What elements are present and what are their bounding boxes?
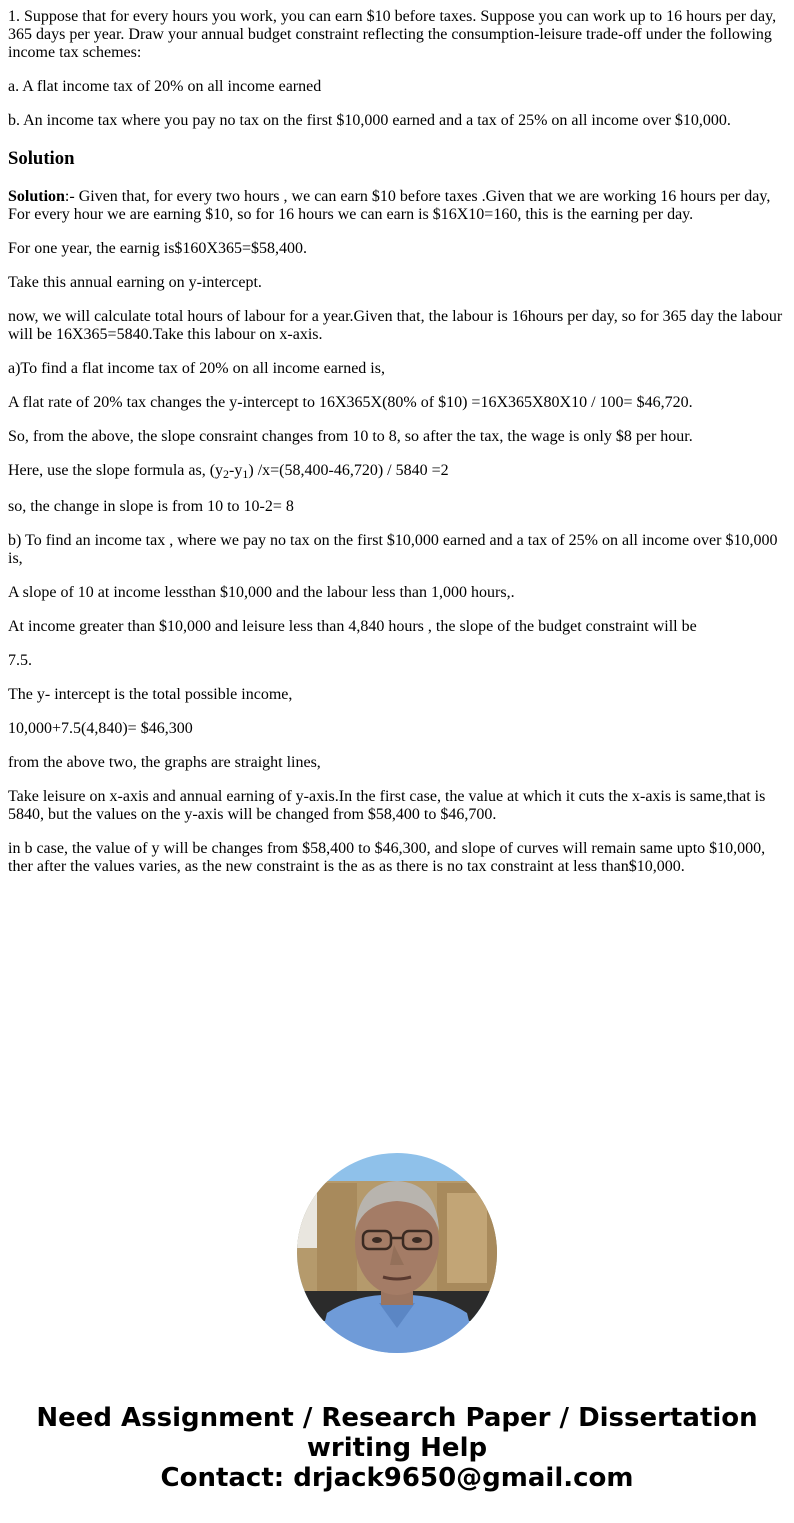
avatar (297, 1153, 497, 1353)
question-section (8, 8, 786, 130)
part-a-slope-change: So, from the above, the slope consraint changes from 10 to 8, so after the tax, the wage is only $8 per hour. (8, 428, 693, 445)
part-b-greater: At income greater than $10,000 and leisure less than 4,840 hours , the slope of the budget constraint will be (8, 618, 697, 635)
promo-contact: Contact: drjack9650@gmail.com (160, 1463, 634, 1493)
part-b-slope-10: A slope of 10 at income lessthan $10,000 and the labour less than 1,000 hours,. (8, 584, 515, 601)
solution-y-intercept: Take this annual earning on y-intercept. (8, 274, 262, 291)
part-b-case: in b case, the value of y will be changes from $58,400 to $46,300, and slope of curves will remain same upto $10,000, ther after the values varies, as the new constraint is the as as there is no tax constraint at less than$10,000. (8, 840, 766, 875)
solution-heading: Solution (8, 148, 75, 169)
solution-lead-label: Solution (8, 188, 65, 205)
formula-pre: Here, use the slope formula as, (y (8, 462, 224, 479)
question-intro: 1. Suppose that for every hours you work, you can earn $10 before taxes. Suppose you can work up to 16 hours per day, 365 days per year. Draw your annual budget constraint reflecting the consumption-leisure trade-off under the following income tax schemes: (8, 8, 777, 61)
person-photo-icon (297, 1153, 497, 1353)
part-b-value: 7.5. (8, 652, 32, 669)
part-a-title: a)To find a flat income tax of 20% on all income earned is, (8, 360, 385, 377)
part-b-calculation: 10,000+7.5(4,840)= $46,300 (8, 720, 193, 737)
document-body (8, 8, 786, 892)
formula-sub-1: 1 (242, 467, 249, 481)
part-a-change: so, the change in slope is from 10 to 10-2= 8 (8, 498, 294, 515)
solution-section (8, 188, 786, 876)
part-b-leisure-axis: Take leisure on x-axis and annual earning of y-axis.In the first case, the value at which it cuts the x-axis is same,that is 5840, but the values on the y-axis will be changed from $58,400 to $46,700. (8, 788, 766, 823)
part-b-y-intercept: The y- intercept is the total possible income, (8, 686, 293, 703)
solution-lead-text: :- Given that, for every two hours , we can earn $10 before taxes .Given that we are working 16 hours per day, For every hour we are earning $10, so for 16 hours we can earn is $16X10=160, this is the earning per day. (8, 188, 771, 223)
formula-mid: -y (229, 462, 243, 479)
formula-sub-2: 2 (223, 467, 230, 481)
formula-post: ) /x=(58,400-46,720) / 5840 =2 (248, 462, 449, 479)
promo-banner (0, 1403, 794, 1493)
part-a-slope-formula (8, 462, 786, 480)
solution-lead (8, 188, 786, 224)
promo-line-1: Need Assignment / Research Paper / Dissertation (36, 1403, 758, 1433)
solution-year-earning: For one year, the earnig is$160X365=$58,400. (8, 240, 307, 257)
question-part-a: a. A flat income tax of 20% on all income earned (8, 78, 322, 95)
promo-line-2: writing Help (306, 1433, 488, 1463)
solution-labour-hours: now, we will calculate total hours of labour for a year.Given that, the labour is 16hours per day, so for 365 day the labour will be 16X365=5840.Take this labour on x-axis. (8, 308, 783, 343)
question-part-b: b. An income tax where you pay no tax on the first $10,000 earned and a tax of 25% on all income over $10,000. (8, 112, 731, 129)
part-b-title: b) To find an income tax , where we pay no tax on the first $10,000 earned and a tax of 25% on all income over $10,000 is, (8, 532, 778, 567)
part-b-straight-lines: from the above two, the graphs are straight lines, (8, 754, 321, 771)
part-a-flat-rate: A flat rate of 20% tax changes the y-intercept to 16X365X(80% of $10) =16X365X80X10 / 100= $46,720. (8, 394, 693, 411)
